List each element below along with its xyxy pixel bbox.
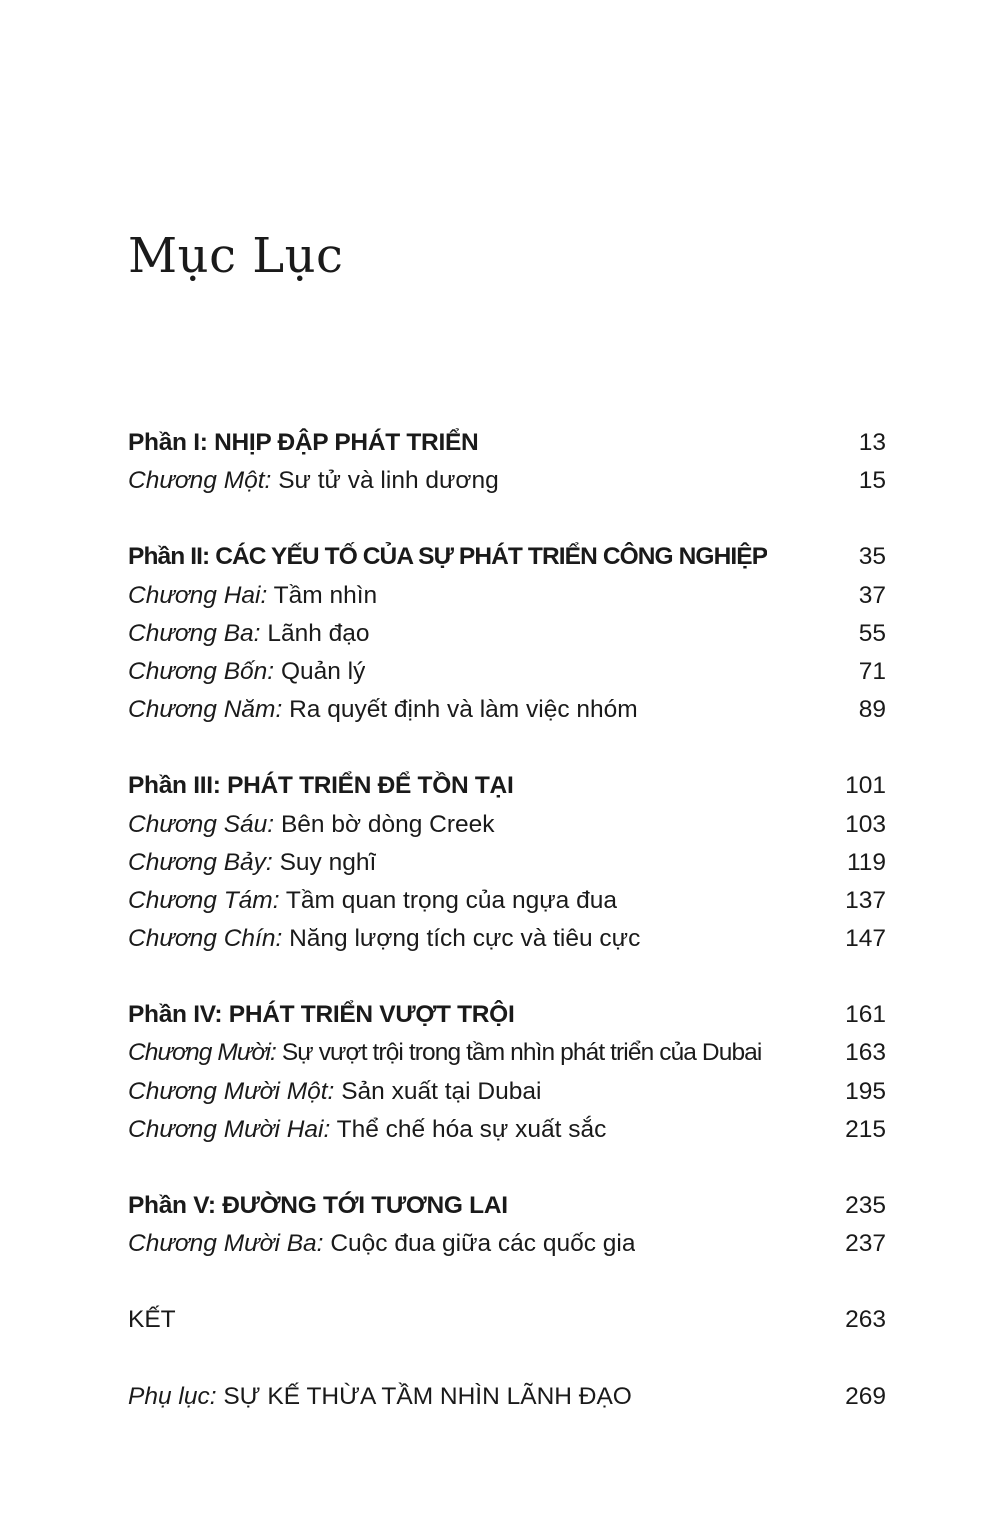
chapter-title: Tầm nhìn [273,581,378,609]
part-title: PHÁT TRIỂN VƯỢT TRỘI [228,1001,515,1029]
page-number: 103 [845,810,886,838]
part-label: Phần V: [128,1192,216,1219]
chapter-title: Năng lượng tích cực và tiêu cực [289,925,641,953]
toc-appendix-entry[interactable] [128,1378,886,1416]
chapter-label: Chương Mười Ba: [128,1230,324,1258]
chapter-title: Thể chế hóa sự xuất sắc [336,1115,607,1143]
chapter-label: Chương Mười: [128,1039,276,1067]
chapter-title: Sự vượt trội trong tầm nhìn phát triển của Dubai [281,1039,762,1067]
chapter-title: Cuộc đua giữa các quốc gia [330,1230,636,1258]
part-title: PHÁT TRIỂN ĐỂ TỒN TẠI [227,772,514,800]
toc-part-entry[interactable] [128,767,886,805]
page-number: 235 [845,1192,886,1219]
appendix-heading [128,1378,632,1416]
part-heading [128,1187,508,1225]
chapter-title: Sư tử và linh dương [278,467,499,495]
page-number: 119 [846,848,886,876]
chapter-label: Chương Hai: [128,581,268,609]
page-number: 269 [845,1382,886,1410]
chapter-heading [128,806,495,844]
part-title: CÁC YẾU TỐ CỦA SỰ PHÁT TRIỂN CÔNG NGHIỆP [215,543,768,571]
page-number: 71 [858,657,886,685]
chapter-title: Ra quyết định và làm việc nhóm [289,696,638,724]
conclusion-title: KẾT [128,1306,176,1334]
toc-part-group [128,767,886,958]
chapter-label: Chương Bảy: [128,848,273,876]
page-number: 89 [858,696,886,724]
chapter-label: Chương Mười Hai: [128,1115,331,1143]
toc-part-entry[interactable] [128,538,886,576]
chapter-heading [128,577,377,615]
toc-appendix-group [128,1378,886,1416]
chapter-title: Quản lý [280,657,366,685]
page-number: 215 [845,1115,886,1143]
table-of-contents [128,424,886,1416]
page-number: 161 [845,1001,886,1029]
chapter-label: Chương Ba: [128,619,261,647]
chapter-label: Chương Mười Một: [128,1077,335,1105]
toc-chapter-entry[interactable] [128,1073,886,1111]
toc-chapter-entry[interactable] [128,1034,886,1072]
toc-chapter-entry[interactable] [128,462,886,500]
appendix-label: Phụ lục: [128,1382,217,1410]
part-heading [128,996,514,1034]
toc-chapter-entry[interactable] [128,691,886,729]
chapter-title: Bên bờ dòng Creek [280,810,495,838]
toc-part-entry[interactable] [128,996,886,1034]
toc-part-group [128,538,886,729]
toc-part-entry[interactable] [128,424,886,462]
toc-chapter-entry[interactable] [128,882,886,920]
toc-chapter-entry[interactable] [128,1111,886,1149]
part-title: NHỊP ĐẬP PHÁT TRIỂN [214,429,479,456]
page-number: 55 [858,619,886,647]
toc-part-group [128,424,886,500]
chapter-heading [128,844,376,882]
chapter-heading [128,462,499,500]
chapter-heading [128,882,617,920]
page-number: 195 [845,1077,886,1105]
chapter-heading [128,1111,606,1149]
page-number: 101 [845,772,886,800]
toc-chapter-entry[interactable] [128,844,886,882]
chapter-label: Chương Năm: [128,696,283,724]
chapter-label: Chương Chín: [128,925,283,953]
part-label: Phần I: [128,429,208,456]
page-number: 237 [845,1230,886,1258]
chapter-label: Chương Sáu: [128,810,275,838]
appendix-title: SỰ KẾ THỪA TẦM NHÌN LÃNH ĐẠO [223,1382,632,1410]
chapter-label: Chương Bốn: [128,657,275,685]
toc-chapter-entry[interactable] [128,615,886,653]
toc-chapter-entry[interactable] [128,577,886,615]
chapter-heading [128,1225,635,1263]
page-number: 37 [858,581,886,609]
page-number: 147 [845,925,886,953]
chapter-title: Sản xuất tại Dubai [341,1077,542,1105]
toc-chapter-entry[interactable] [128,920,886,958]
chapter-heading [128,1034,761,1072]
chapter-heading [128,691,638,729]
page-number: 13 [858,429,886,456]
toc-chapter-entry[interactable] [128,653,886,691]
page-number: 35 [858,543,886,571]
part-label: Phần IV: [128,1001,223,1029]
page-number: 263 [845,1306,886,1334]
page-title: Mục Lục [128,228,344,284]
toc-conclusion-group [128,1301,886,1339]
part-label: Phần II: [128,543,210,571]
toc-conclusion-entry[interactable] [128,1301,886,1339]
part-heading [128,767,513,805]
toc-chapter-entry[interactable] [128,806,886,844]
chapter-heading [128,653,365,691]
toc-chapter-entry[interactable] [128,1225,886,1263]
chapter-heading [128,615,370,653]
page-number: 163 [845,1039,886,1067]
toc-part-entry[interactable] [128,1187,886,1225]
page-number: 137 [845,886,886,914]
part-heading [128,538,767,576]
part-title: ĐƯỜNG TỚI TƯƠNG LAI [222,1192,508,1219]
page-number: 15 [858,467,886,495]
chapter-title: Lãnh đạo [267,619,370,647]
chapter-title: Suy nghĩ [279,848,377,876]
chapter-heading [128,920,640,958]
chapter-heading [128,1073,541,1111]
toc-part-group [128,1187,886,1263]
chapter-title: Tầm quan trọng của ngựa đua [285,886,617,914]
part-heading [128,424,478,462]
chapter-label: Chương Một: [128,467,272,495]
chapter-label: Chương Tám: [128,886,280,914]
part-label: Phần III: [128,772,221,800]
toc-part-group [128,996,886,1149]
